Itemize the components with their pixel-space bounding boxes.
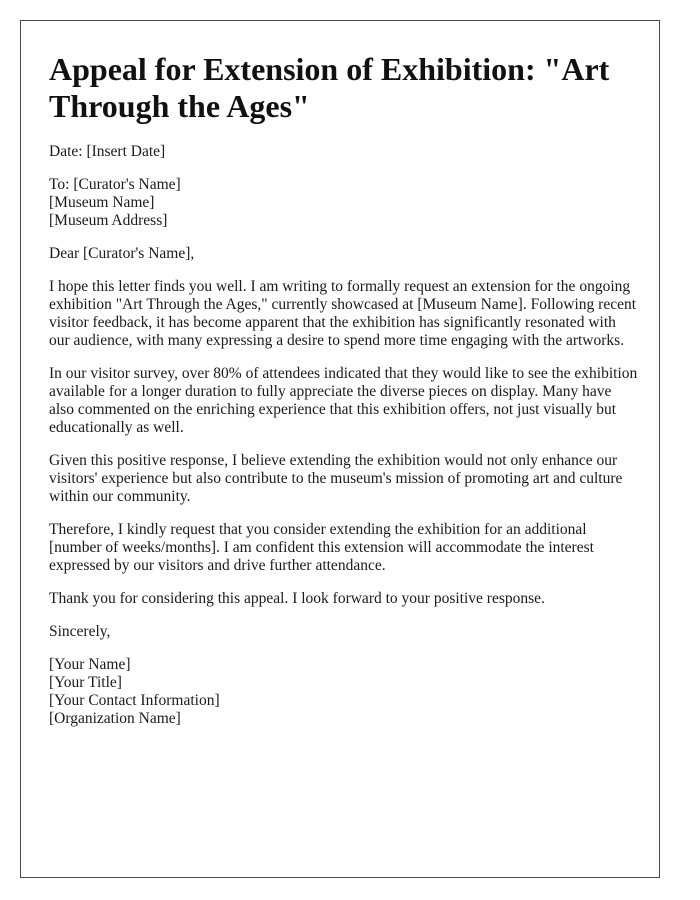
letter-page [20, 20, 660, 878]
body-paragraph-response: Given this positive response, I believe extending the exhibition would not only enhance our visitors' experience but also contribute to the museum's mission of promoting art and culture within our community. [49, 452, 623, 505]
letter-title: Appeal for Extension of Exhibition: "Art Through the Ages" [49, 51, 610, 124]
recipient-to-line: To: [Curator's Name] [49, 176, 181, 193]
recipient-museum-name: [Museum Name] [49, 194, 155, 211]
body-paragraph-thanks: Thank you for considering this appeal. I look forward to your positive response. [49, 590, 545, 607]
signature-organization: [Organization Name] [49, 710, 181, 727]
signature-name: [Your Name] [49, 656, 131, 673]
date-line: Date: [Insert Date] [49, 143, 166, 160]
letter-content [49, 51, 639, 743]
body-paragraph-survey: In our visitor survey, over 80% of attendees indicated that they would like to see the exhibition available for a longer duration to fully appreciate the diverse pieces on display. Many have also commented on the enriching experience that this exhibition offers, not just visually but educationally as well. [49, 365, 638, 436]
closing: Sincerely, [49, 623, 111, 640]
signature-contact: [Your Contact Information] [49, 692, 220, 709]
recipient-block [49, 176, 639, 230]
body-paragraph-request: Therefore, I kindly request that you consider extending the exhibition for an additional [number of weeks/months]. I am confident this extension will accommodate the interest expressed by our visitors and drive further attendance. [49, 521, 594, 574]
body-paragraph-intro: I hope this letter finds you well. I am writing to formally request an extension for the ongoing exhibition "Art Through the Ages," currently showcased at [Museum Name]. Following recent visitor feedback, it has become apparent that the exhibition has significantly resonated with our audience, with many expressing a desire to spend more time engaging with the artworks. [49, 278, 637, 349]
signature-block [49, 656, 639, 728]
recipient-museum-address: [Museum Address] [49, 212, 168, 229]
signature-title: [Your Title] [49, 674, 122, 691]
salutation: Dear [Curator's Name], [49, 245, 195, 262]
